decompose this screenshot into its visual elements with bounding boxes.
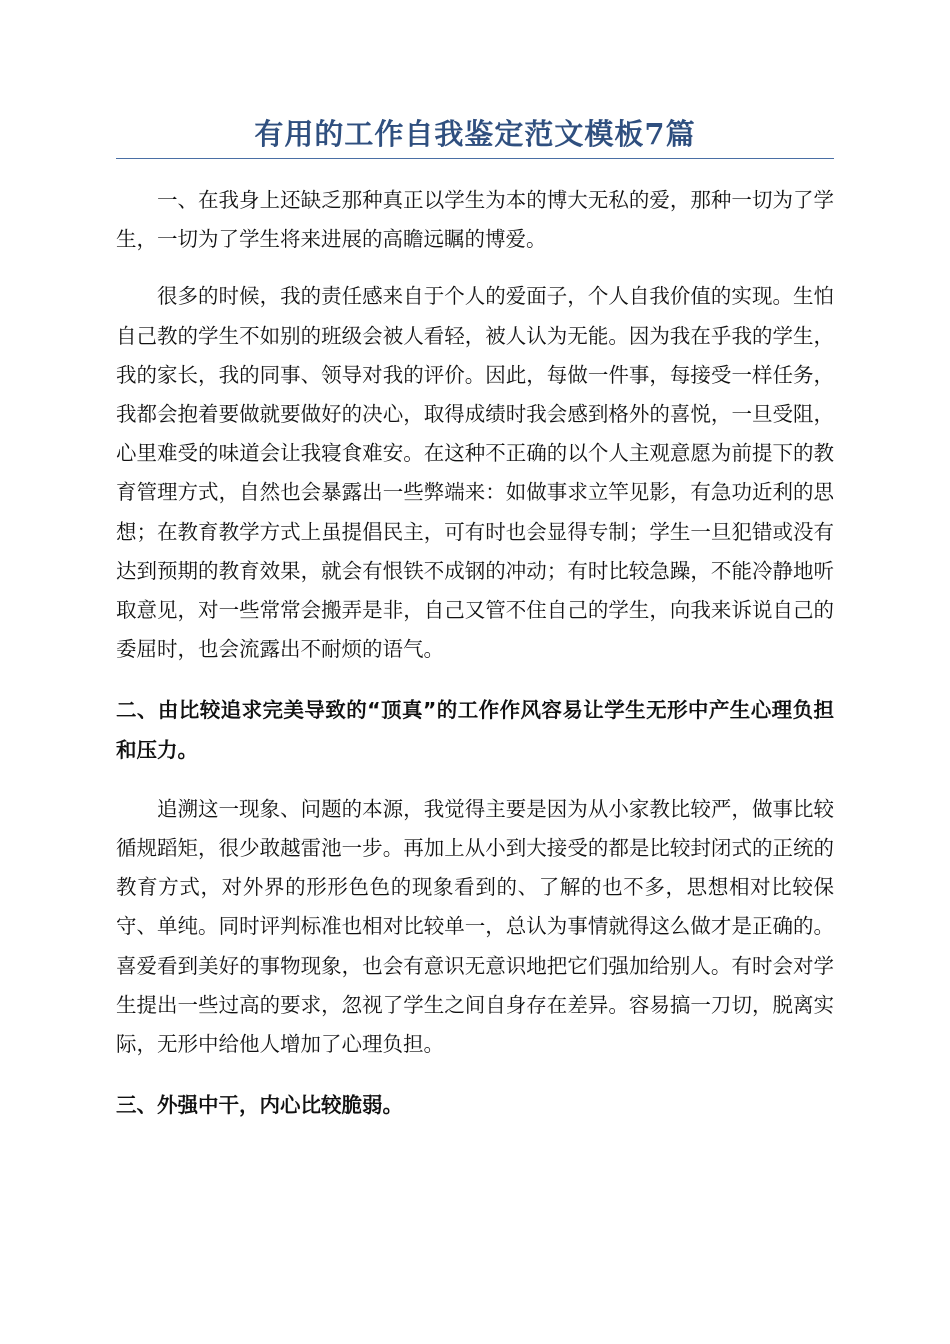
paragraph-1: 一、在我身上还缺乏那种真正以学生为本的博大无私的爱，那种一切为了学生，一切为了学生将来进展的高瞻远瞩的博爱。 [116,188,834,252]
paragraph-3: 追溯这一现象、问题的本源，我觉得主要是因为从小家教比较严，做事比较循规蹈矩，很少敢越雷池一步。再加上从小到大接受的都是比较封闭式的正统的教育方式，对外界的形形色色的现象看到的、了解的也不多，思想相对比较保守、单纯。同时评判标准也相对比较单一，总认为事情就得这么做才是正确的。喜爱看到美好的事物现象，也会有意识无意识地把它们强加给别人。有时会对学生提出一些过高的要求，忽视了学生之间自身存在差异。容易搞一刀切，脱离实际，无形中给他人增加了心理负担。 [116,796,834,1057]
document-title: 有用的工作自我鉴定范文模板7篇 [116,112,834,159]
section-heading-3: 三、外强中干，内心比较脆弱。 [116,1093,403,1118]
paragraph-2: 很多的时候，我的责任感来自于个人的爱面子，个人自我价值的实现。生怕自己教的学生不如别的班级会被人看轻，被人认为无能。因为我在乎我的学生，我的家长，我的同事、领导对我的评价。因此，每做一件事，每接受一样任务，我都会抱着要做就要做好的决心，取得成绩时我会感到格外的喜悦，一旦受阻，心里难受的味道会让我寝食难安。在这种不正确的以个人主观意愿为前提下的教育管理方式，自然也会暴露出一些弊端来：如做事求立竿见影，有急功近利的思想；在教育教学方式上虽提倡民主，可有时也会显得专制；学生一旦犯错或没有达到预期的教育效果，就会有恨铁不成钢的冲动；有时比较急躁，不能冷静地听取意见，对一些常常会搬弄是非，自己又管不住自己的学生，向我来诉说自己的委屈时，也会流露出不耐烦的语气。 [116,284,834,662]
section-heading-2: 二、由比较追求完美导致的“顶真”的工作作风容易让学生无形中产生心理负担和压力。 [116,698,834,762]
document-page [116,112,834,1125]
